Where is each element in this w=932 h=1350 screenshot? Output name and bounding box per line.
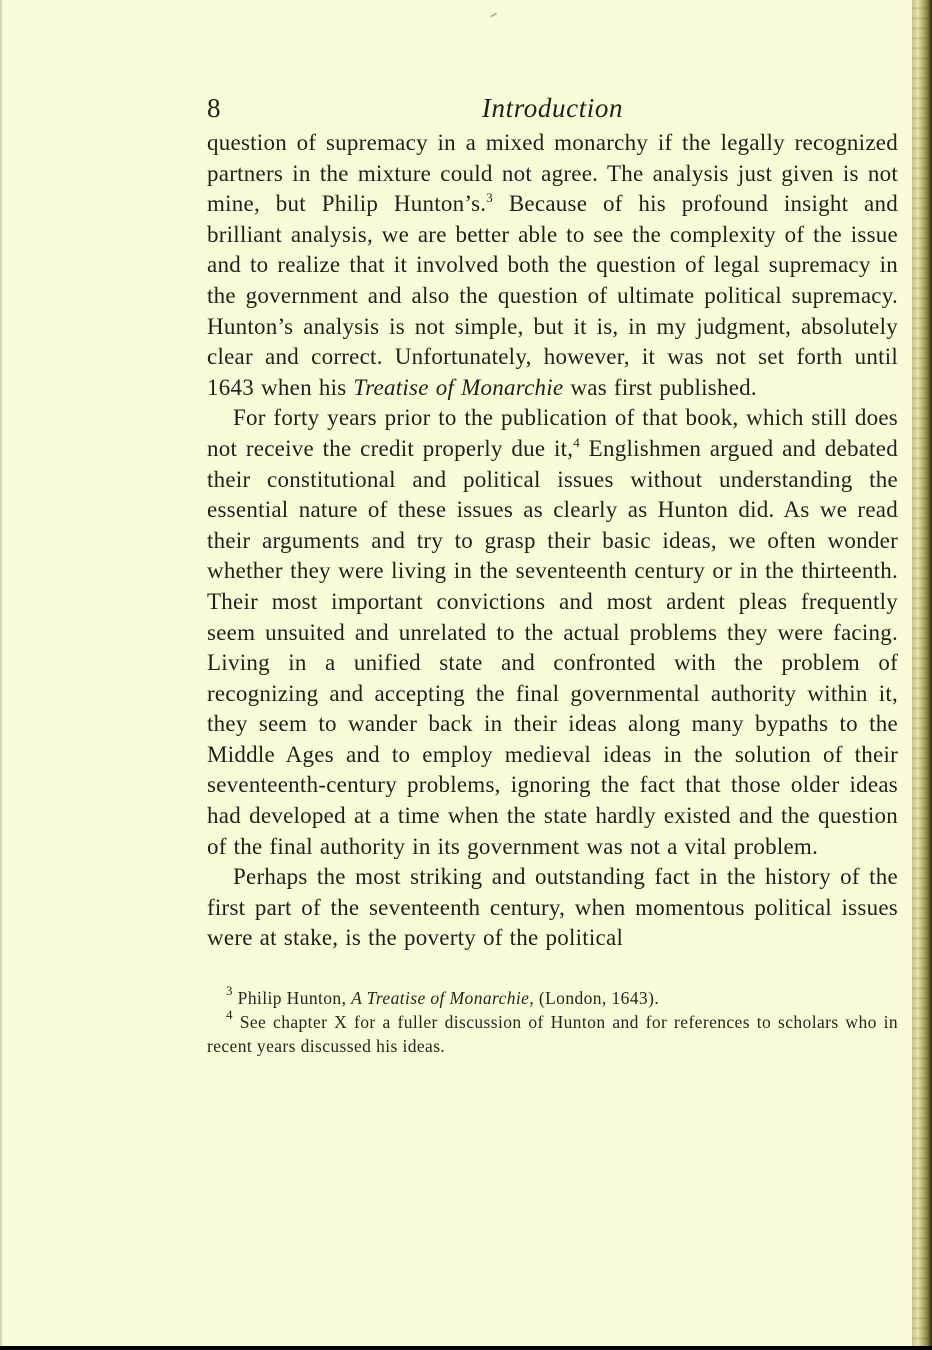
- paragraph-1-text-c: was first published.: [563, 374, 757, 400]
- page-title: Introduction: [481, 93, 624, 123]
- paragraph-1-text-a: question of supremacy in a mixed monarchy if the legally recognized partners in the mixture could not agree. The analysis just given is not mine, but Philip Hunton’s.: [207, 130, 898, 217]
- paragraph-1: [207, 128, 898, 403]
- footnote-3-text-b: (London, 1643).: [534, 988, 660, 1009]
- paragraph-3: [207, 862, 898, 954]
- footnote-4: [207, 1007, 898, 1058]
- book-title-reference: Treatise of Monarchie: [353, 374, 564, 400]
- footnote-3-title: A Treatise of Monarchie,: [351, 988, 535, 1009]
- footnote-3-text-a: Philip Hunton,: [232, 988, 352, 1009]
- paragraph-2-text-b: Englishmen argued and debated their constitutional and political issues without understanding the essential nature of these issues as clearly as Hunton did. As we read their arguments and try to grasp their basic ideas, we often wonder whether they were living in the seventeenth century or in the thirteenth. Their most important convictions and most ardent pleas frequently seem unsuited and unrelated to the actual problems they were facing. Living in a unified state and confronted with the problem of recognizing and accepting the final governmental authority within it, they seem to wander back in their ideas along many bypaths to the Middle Ages and to employ medieval ideas in the solution of their seventeenth-century problems, ignoring the fact that those older ideas had developed at a time when the state hardly existed and the question of the final authority in its government was not a vital problem.: [207, 435, 899, 859]
- paragraph-2-text-a: For forty years prior to the publication of that book, which still does not receive the credit properly due it,: [207, 405, 898, 461]
- footnote-marker-4: 4: [226, 1007, 233, 1023]
- paragraph-2: [207, 403, 898, 862]
- running-head: [207, 88, 898, 128]
- paragraph-3-text: Perhaps the most striking and outstanding fact in the history of the first part of the seventeenth century, when momentous political issues were at stake, is the poverty of the political: [207, 864, 898, 951]
- page-text-block: [207, 88, 898, 1058]
- footnote-ref-3: 3: [486, 190, 494, 206]
- footnote-ref-4: 4: [573, 434, 580, 450]
- footnotes: [207, 983, 898, 1058]
- book-page-edge: [912, 0, 932, 1350]
- print-speck: [490, 12, 497, 17]
- page-edge-shading: [912, 0, 932, 1350]
- scan-bottom-border: [0, 1346, 932, 1350]
- footnote-4-text: See chapter X for a fuller discussion of Hunton and for references to scholars who in recent years discussed his ideas.: [207, 1012, 898, 1057]
- footnote-3: [207, 983, 898, 1010]
- paragraph-1-text-b: Because of his profound insight and brilliant analysis, we are better able to see the complexity of the issue and to realize that it involved both the question of legal supremacy in the government and also the question of ultimate political supremacy. Hunton’s analysis is not simple, but it is, in my judgment, absolutely clear and correct. Unfortunately, however, it was not set forth until 1643 when his: [207, 191, 898, 400]
- page-number: 8: [207, 93, 221, 123]
- footnote-marker-3: 3: [226, 983, 233, 999]
